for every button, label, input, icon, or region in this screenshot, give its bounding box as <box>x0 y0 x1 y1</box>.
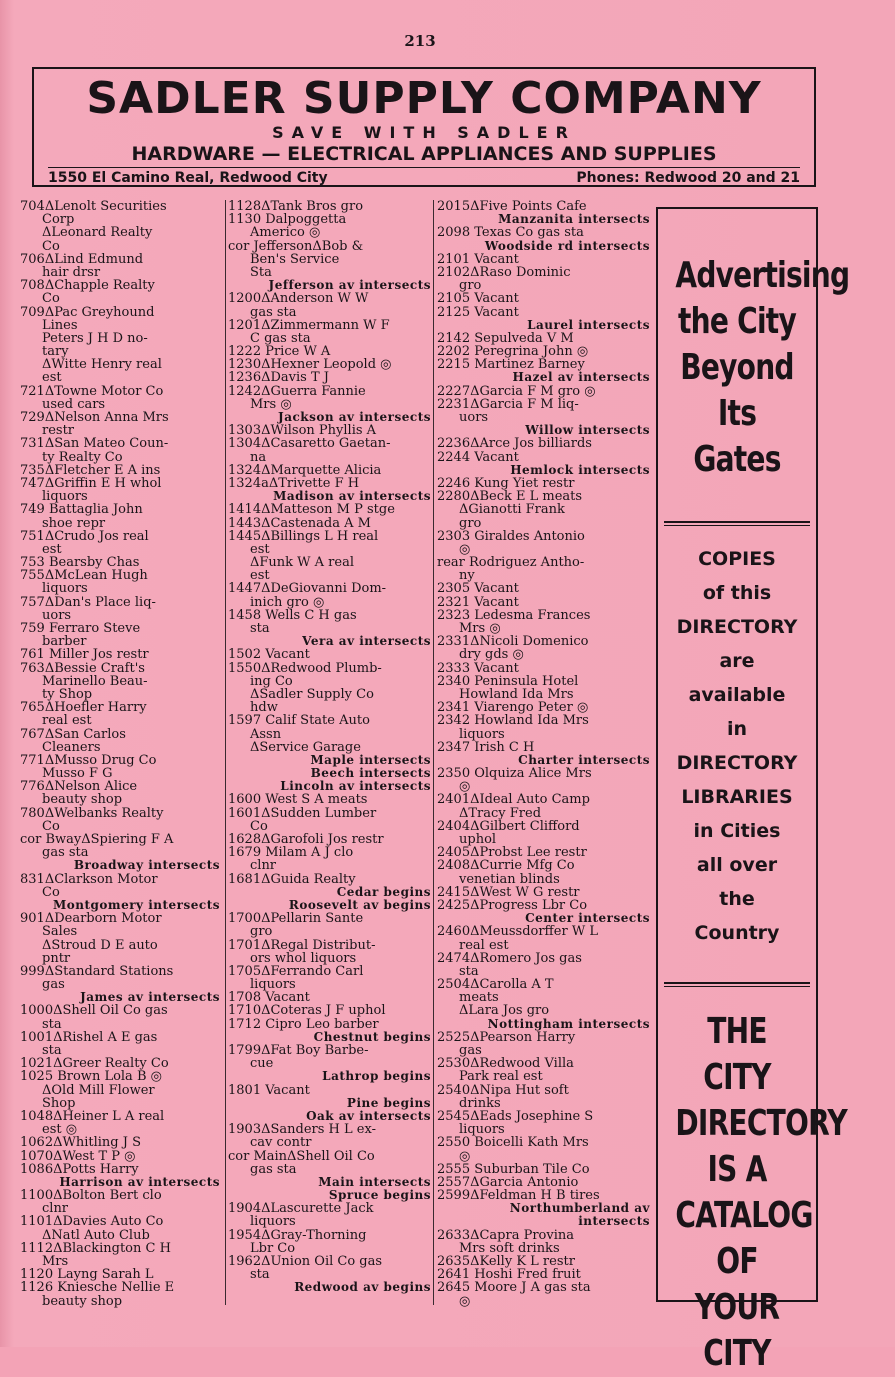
directory-entry: Peters J H D no- <box>42 330 148 346</box>
directory-entry: 1502 Vacant <box>228 647 310 663</box>
directory-entry: beauty shop <box>42 792 123 808</box>
street-header: Hazel av intersects <box>512 370 650 385</box>
column-divider <box>433 200 434 1305</box>
street-header: James av intersects <box>80 990 220 1005</box>
directory-column-2 <box>228 200 431 1295</box>
directory-entry: Co <box>42 291 60 307</box>
directory-entry: ors whol liquors <box>250 950 357 966</box>
directory-entry: 1954ΔGray-Thorning <box>228 1227 367 1243</box>
directory-entry: ΔTracy Fred <box>459 805 542 821</box>
directory-entry: restr <box>42 423 75 439</box>
directory-entry: uors <box>459 410 489 425</box>
directory-entry: 1303ΔWilson Phyllis A <box>228 423 377 439</box>
street-header: Oak av intersects <box>306 1108 431 1123</box>
directory-entry: 2340 Peninsula Hotel <box>437 673 579 689</box>
directory-entry: gas sta <box>42 845 89 861</box>
directory-entry: uphol <box>459 832 497 847</box>
directory-entry: Howland Ida Mrs <box>459 686 574 702</box>
directory-entry: 2142 Sepulveda V M <box>437 330 574 346</box>
directory-entry: ◎ <box>459 541 471 557</box>
sidebar-copies-line: DIRECTORY <box>676 616 798 638</box>
sidebar-catalog-line: THE CITY <box>703 1011 771 1098</box>
directory-entry: drinks <box>459 1095 501 1111</box>
directory-entry: Co <box>42 238 60 254</box>
directory-entry: 1304ΔCasaretto Gaetan- <box>228 436 391 452</box>
directory-entry: 2236ΔArce Jos billiards <box>437 436 592 452</box>
street-header: Vera av intersects <box>302 634 431 649</box>
directory-entry: 2246 Kung Yiet restr <box>437 475 575 491</box>
directory-entry: 709ΔPac Greyhound <box>20 304 155 320</box>
sidebar-catalog-block <box>658 987 847 1377</box>
sidebar-catalog-line: DIRECTORY <box>675 1103 847 1144</box>
directory-entry: ΔWitte Henry real <box>42 357 162 373</box>
directory-entry: 2102ΔRaso Dominic <box>437 264 571 280</box>
directory-entry: 2215 Martinez Barney <box>437 357 585 373</box>
directory-entry: 1679 Milam A J clo <box>228 845 354 861</box>
directory-entry: Sales <box>42 924 78 940</box>
directory-entry: 753 Bearsby Chas <box>20 555 140 571</box>
directory-entry: Corp <box>42 212 75 228</box>
directory-entry: 1126 Kniesche Nellie E <box>20 1280 175 1296</box>
directory-entry: ing Co <box>250 673 293 689</box>
directory-entry: liquors <box>42 489 88 505</box>
sidebar-copies-line: all over <box>696 854 778 876</box>
directory-entry: 1628ΔGarofoli Jos restr <box>228 832 384 847</box>
sidebar-headline-line: Beyond <box>680 347 794 388</box>
sidebar-catalog-line: OF <box>716 1241 758 1282</box>
sidebar-advertising-block <box>658 209 850 521</box>
street-header: Main intersects <box>318 1174 431 1189</box>
directory-entry: 1712 Cipro Leo barber <box>228 1016 379 1032</box>
directory-entry: 2460ΔMeussdorffer W L <box>437 924 598 940</box>
directory-entry: 1710ΔCoteras J F uphol <box>228 1003 386 1019</box>
directory-entry: ΔOld Mill Flower <box>42 1082 155 1098</box>
directory-entry: 1705ΔFerrando Carl <box>228 963 364 979</box>
directory-entry: 2555 Suburban Tile Co <box>437 1161 590 1177</box>
ad-slogan: SAVE WITH SADLER <box>272 123 576 142</box>
directory-entry: 1962ΔUnion Oil Co gas <box>228 1254 383 1269</box>
directory-entry: 1242ΔGuerra Fannie <box>228 383 366 399</box>
directory-entry: 1597 Calif State Auto <box>228 713 370 729</box>
directory-entry: 2125 Vacant <box>437 304 519 320</box>
directory-entry: 2341 Viarengo Peter ◎ <box>437 700 589 716</box>
directory-entry: 2474ΔRomero Jos gas <box>437 950 582 966</box>
directory-entry: est <box>250 541 270 557</box>
directory-entry: 2244 Vacant <box>437 449 519 465</box>
street-header: Laurel intersects <box>527 317 650 332</box>
street-header: Lathrop begins <box>322 1069 431 1084</box>
street-header: Maple intersects <box>310 752 431 767</box>
directory-entry: 901ΔDearborn Motor <box>20 911 162 927</box>
directory-entry: 2231ΔGarcia F M liq- <box>437 396 579 412</box>
directory-entry: liquors <box>42 581 88 597</box>
directory-entry: 776ΔNelson Alice <box>20 779 138 795</box>
directory-entry: Marinello Beau- <box>42 673 148 689</box>
sidebar-copies-line: COPIES <box>698 548 776 570</box>
directory-entry: 755ΔMcLean Hugh <box>20 568 148 584</box>
directory-entry: 757ΔDan's Place liq- <box>20 594 156 610</box>
directory-entry: clnr <box>250 858 277 874</box>
sidebar-headline-line: Its Gates <box>693 393 781 480</box>
street-header: Jefferson av intersects <box>268 278 431 293</box>
directory-entry: 2303 Giraldes Antonio <box>437 528 585 544</box>
street-header: Lincoln av intersects <box>280 779 431 794</box>
directory-entry: 2530ΔRedwood Villa <box>437 1056 574 1072</box>
street-header: Chestnut begins <box>313 1029 431 1044</box>
directory-entry: 2401ΔIdeal Auto Camp <box>437 792 590 808</box>
directory-entry: Lbr Co <box>250 1240 296 1256</box>
directory-entry: est <box>250 568 270 584</box>
directory-entry: 2599ΔFeldman H B tires <box>437 1188 600 1204</box>
directory-entry: 1086ΔPotts Harry <box>20 1161 139 1177</box>
directory-entry: ◎ <box>459 779 471 795</box>
directory-entry: dry gds ◎ <box>459 647 524 663</box>
directory-column-3 <box>437 200 650 1308</box>
directory-entry: 1447ΔDeGiovanni Dom- <box>228 581 387 597</box>
sidebar-copies-line: the <box>719 888 755 910</box>
directory-entry: ny <box>459 568 475 584</box>
directory-entry: 1048ΔHeiner L A real <box>20 1108 165 1124</box>
directory-entry: 1200ΔAnderson W W <box>228 291 369 307</box>
directory-entry: gro <box>459 278 482 294</box>
directory-entry: 1021ΔGreer Realty Co <box>20 1056 169 1072</box>
sadler-advertisement <box>32 67 816 187</box>
ad-contact <box>48 167 800 186</box>
directory-entry: 749 Battaglia John <box>20 502 143 518</box>
directory-entry: 2098 Texas Co gas sta <box>437 225 584 241</box>
directory-entry: ◎ <box>459 1293 471 1308</box>
directory-entry: Co <box>42 818 60 834</box>
directory-entry: 747ΔGriffin E H whol <box>20 475 162 491</box>
directory-entry: 999ΔStandard Stations <box>20 963 174 979</box>
directory-entry: Lines <box>42 317 78 333</box>
ad-phones: Phones: Redwood 20 and 21 <box>576 170 800 186</box>
sidebar-copies-line: in <box>726 718 748 740</box>
sidebar-catalog-line: CATALOG <box>675 1195 813 1236</box>
directory-entry: 2305 Vacant <box>437 581 519 597</box>
directory-entry: 1025 Brown Lola B ◎ <box>20 1069 162 1085</box>
sidebar-catalog-line: YOUR CITY <box>694 1287 780 1374</box>
directory-entry: real est <box>42 713 92 729</box>
directory-entry: Shop <box>42 1095 76 1111</box>
directory-entry: 1000ΔShell Oil Co gas <box>20 1003 168 1019</box>
directory-entry: 1120 Layng Sarah L <box>20 1267 154 1283</box>
directory-entry: Mrs soft drinks <box>459 1240 560 1256</box>
street-header: Northumberland av <box>509 1201 650 1216</box>
directory-entry: 1230ΔHexner Leopold ◎ <box>228 357 392 373</box>
directory-entry: real est <box>459 937 509 953</box>
directory-entry: 1445ΔBillings L H real <box>228 528 379 544</box>
directory-entry: 1101ΔDavies Auto Co <box>20 1214 164 1230</box>
directory-entry: 1128ΔTank Bros gro <box>228 200 364 214</box>
directory-entry: 1708 Vacant <box>228 990 310 1006</box>
directory-entry: ΔFunk W A real <box>250 555 354 571</box>
directory-entry: 1070ΔWest T P ◎ <box>20 1148 136 1164</box>
directory-entry: sta <box>250 1267 270 1283</box>
directory-entry: 1904ΔLascurette Jack <box>228 1201 374 1217</box>
directory-entry: 2404ΔGilbert Clifford <box>437 818 580 834</box>
directory-entry: sta <box>42 1016 62 1032</box>
directory-entry: shoe repr <box>42 515 106 531</box>
directory-entry: tary <box>42 344 69 360</box>
directory-entry: na <box>250 449 267 465</box>
directory-entry: 2333 Vacant <box>437 660 519 676</box>
directory-entry: Cleaners <box>42 739 101 755</box>
sidebar-copies-line: available <box>688 684 786 706</box>
directory-entry: 721ΔTowne Motor Co <box>20 383 164 399</box>
directory-entry: gas sta <box>250 1161 297 1177</box>
directory-entry: ty Shop <box>42 686 93 702</box>
directory-entry: ΔGianotti Frank <box>459 502 565 518</box>
directory-entry: 1130 Dalpoggetta <box>228 212 347 228</box>
directory-entry: 2635ΔKelly K L restr <box>437 1254 575 1269</box>
directory-entry: 771ΔMusso Drug Co <box>20 752 157 768</box>
column-divider <box>225 200 226 1305</box>
street-header: Harrison av intersects <box>59 1174 220 1189</box>
directory-entry: liquors <box>459 1122 505 1138</box>
street-header: Manzanita intersects <box>498 212 650 227</box>
directory-entry: used cars <box>42 396 106 412</box>
directory-entry: ΔLeonard Realty <box>42 225 153 241</box>
directory-entry: 1700ΔPellarin Sante <box>228 911 364 927</box>
directory-entry: 2557ΔGarcia Antonio <box>437 1174 579 1190</box>
street-header: Cedar begins <box>336 884 431 899</box>
sidebar-headline-line: the City <box>678 301 796 342</box>
directory-entry: 2105 Vacant <box>437 291 519 307</box>
directory-entry: beauty shop <box>42 1293 123 1308</box>
directory-entry: 2101 Vacant <box>437 251 519 267</box>
directory-entry: uors <box>42 607 72 623</box>
directory-entry: 2550 Boicelli Kath Mrs <box>437 1135 589 1151</box>
directory-entry: 1112ΔBlackington C H <box>20 1240 171 1256</box>
sidebar-copies-line: in Cities <box>693 820 781 842</box>
directory-entry: Musso F G <box>42 766 113 782</box>
directory-entry: 2641 Hoshi Fred fruit <box>437 1267 581 1283</box>
directory-entry: 2525ΔPearson Harry <box>437 1029 576 1045</box>
directory-entry: 2545ΔEads Josephine S <box>437 1108 594 1124</box>
street-header: Pine begins <box>346 1095 431 1110</box>
directory-entry: 2405ΔProbst Lee restr <box>437 845 587 861</box>
directory-entry: 2347 Irish C H <box>437 739 535 755</box>
directory-entry: cor BwayΔSpiering F A <box>20 832 174 847</box>
directory-entry: 2645 Moore J A gas sta <box>437 1280 591 1296</box>
directory-entry: 751ΔCrudo Jos real <box>20 528 149 544</box>
directory-entry: pntr <box>42 950 71 966</box>
street-header: Willow intersects <box>525 423 650 438</box>
directory-entry: 2202 Peregrina John ◎ <box>437 344 589 360</box>
street-header: Broadway intersects <box>73 858 220 873</box>
directory-entry: 1001ΔRishel A E gas <box>20 1029 158 1045</box>
directory-entry: Sta <box>250 264 272 280</box>
directory-entry: 1903ΔSanders H L ex- <box>228 1122 376 1138</box>
directory-entry: barber <box>42 634 87 650</box>
street-header: Charter intersects <box>518 752 650 767</box>
directory-entry: 1100ΔBolton Bert clo <box>20 1188 162 1204</box>
directory-entry: est <box>42 541 62 557</box>
directory-entry: 2633ΔCapra Provina <box>437 1227 575 1243</box>
directory-entry: 2540ΔNipa Hut soft <box>437 1082 569 1098</box>
directory-entry: Co <box>42 884 60 900</box>
directory-entry: 759 Ferraro Steve <box>20 621 141 636</box>
directory-entry: 1458 Wells C H gas <box>228 607 357 623</box>
directory-entry: 1236ΔDavis T J <box>228 370 329 386</box>
directory-entry: clnr <box>42 1201 69 1217</box>
directory-entry: est <box>42 370 62 386</box>
directory-entry: 2415ΔWest W G restr <box>437 884 580 900</box>
directory-entry: 1324ΔMarquette Alicia <box>228 462 382 478</box>
directory-entry: Ben's Service <box>250 251 340 267</box>
directory-entry: 1201ΔZimmermann W F <box>228 317 390 333</box>
street-header: Madison av intersects <box>273 489 431 504</box>
directory-entry: 1324aΔTrivette F H <box>228 475 360 491</box>
directory-entry: 704ΔLenolt Securities <box>20 200 167 214</box>
directory-entry: 1062ΔWhitling J S <box>20 1135 141 1151</box>
page-number: 213 <box>404 32 436 50</box>
directory-entry: venetian blinds <box>459 871 560 887</box>
directory-entry: 831ΔClarkson Motor <box>20 871 158 887</box>
directory-entry: 2280ΔBeck E L meats <box>437 489 583 505</box>
directory-entry: gas <box>459 1043 482 1058</box>
directory-entry: ΔNatl Auto Club <box>42 1227 150 1243</box>
directory-entry: hair drsr <box>42 264 101 280</box>
directory-entry: ΔStroud D E auto <box>42 937 158 953</box>
directory-entry: Mrs ◎ <box>250 396 292 412</box>
directory-entry: gro <box>250 924 273 940</box>
directory-entry: 2321 Vacant <box>437 594 519 610</box>
directory-entry: 2350 Olquiza Alice Mrs <box>437 766 592 782</box>
directory-entry: 1701ΔRegal Distribut- <box>228 937 376 953</box>
directory-entry: gas sta <box>250 304 297 320</box>
directory-entry: 2015ΔFive Points Cafe <box>437 200 587 214</box>
directory-entry: 1443ΔCastenada A M <box>228 515 371 531</box>
sidebar-headline-line: Advertising <box>675 255 850 296</box>
directory-entry: liquors <box>250 977 296 993</box>
street-header: intersects <box>578 1214 650 1229</box>
directory-entry: 1222 Price W A <box>228 344 331 360</box>
directory-entry: 708ΔChapple Realty <box>20 278 155 294</box>
directory-entry: 1550ΔRedwood Plumb- <box>228 660 382 676</box>
directory-entry: cor JeffersonΔBob & <box>228 238 364 254</box>
directory-entry: gro <box>459 515 482 531</box>
directory-entry: Mrs ◎ <box>459 621 501 636</box>
ad-product-line: HARDWARE — ELECTRICAL APPLIANCES AND SUPPLIES <box>131 143 717 165</box>
directory-entry: 731ΔSan Mateo Coun- <box>20 436 169 452</box>
directory-entry: sta <box>42 1043 62 1058</box>
directory-entry: ΔSadler Supply Co <box>250 686 374 702</box>
directory-entry: Americo ◎ <box>250 225 321 241</box>
sidebar-copies-line: of this <box>702 582 772 604</box>
directory-entry: 706ΔLind Edmund <box>20 251 144 267</box>
directory-entry: 2425ΔProgress Lbr Co <box>437 897 588 913</box>
directory-entry: sta <box>459 963 479 979</box>
directory-entry: 1681ΔGuida Realty <box>228 871 356 887</box>
directory-entry: 2331ΔNicoli Domenico <box>437 634 589 650</box>
directory-entry: 2227ΔGarcia F M gro ◎ <box>437 383 596 399</box>
directory-entry: 1801 Vacant <box>228 1082 310 1098</box>
directory-entry: rear Rodriguez Antho- <box>437 555 585 571</box>
directory-entry: 729ΔNelson Anna Mrs <box>20 410 169 425</box>
directory-entry: 1799ΔFat Boy Barbe- <box>228 1043 369 1058</box>
directory-entry: 780ΔWelbanks Realty <box>20 805 164 821</box>
directory-entry: 767ΔSan Carlos <box>20 726 126 742</box>
directory-entry: Mrs <box>42 1254 69 1269</box>
directory-entry: cav contr <box>250 1135 312 1151</box>
directory-entry: est ◎ <box>42 1122 78 1138</box>
sidebar-copies-line: DIRECTORY <box>676 752 798 774</box>
directory-entry: 2323 Ledesma Frances <box>437 607 591 623</box>
directory-entry: Assn <box>250 726 282 742</box>
ad-company-name: SADLER SUPPLY COMPANY <box>86 73 762 124</box>
sidebar-catalog-line: IS A <box>707 1149 767 1190</box>
directory-entry: ty Realty Co <box>42 449 123 465</box>
directory-entry: liquors <box>459 726 505 742</box>
street-header: Beech intersects <box>310 766 431 781</box>
ad-address: 1550 El Camino Real, Redwood City <box>48 170 328 186</box>
directory-entry: Co <box>250 818 268 834</box>
directory-entry: 2408ΔCurrie Mfg Co <box>437 858 575 874</box>
directory-entry: 1414ΔMatteson M P stge <box>228 502 395 518</box>
directory-entry: C gas sta <box>250 330 311 346</box>
directory-entry: Park real est <box>459 1069 543 1085</box>
directory-entry: gas <box>42 977 65 993</box>
directory-entry: 765ΔHoefler Harry <box>20 700 147 716</box>
directory-entry: ΔLara Jos gro <box>459 1003 550 1019</box>
sidebar-copies-line: Country <box>694 922 780 944</box>
street-header: Redwood av begins <box>294 1280 431 1295</box>
street-header: Roosevelt av begins <box>288 897 431 912</box>
directory-entry: cue <box>250 1056 274 1072</box>
street-header: Woodside rd intersects <box>484 238 650 253</box>
directory-entry: 2504ΔCarolla A T <box>437 977 554 993</box>
street-header: Jackson av intersects <box>278 410 431 424</box>
directory-entry: ◎ <box>459 1148 471 1164</box>
directory-entry: sta <box>250 621 270 636</box>
directory-entry: 735ΔFletcher E A ins <box>20 462 161 478</box>
street-header: Nottingham intersects <box>487 1016 650 1031</box>
directory-entry: 2342 Howland Ida Mrs <box>437 713 589 729</box>
directory-entry: cor MainΔShell Oil Co <box>228 1148 375 1164</box>
street-header: Spruce begins <box>328 1188 431 1203</box>
directory-entry: 1601ΔSudden Lumber <box>228 805 377 821</box>
directory-entry: ΔService Garage <box>250 739 361 755</box>
directory-column-1 <box>20 200 220 1308</box>
directory-entry: 763ΔBessie Craft's <box>20 660 145 676</box>
sidebar-copies-block <box>658 526 816 982</box>
street-header: Montgomery intersects <box>52 897 220 912</box>
directory-entry: 761 Miller Jos restr <box>20 647 149 663</box>
sidebar-copies-line: are <box>719 650 755 672</box>
directory-entry: liquors <box>250 1214 296 1230</box>
street-header: Hemlock intersects <box>510 462 650 477</box>
directory-entry: hdw <box>250 700 278 716</box>
sidebar-copies-line: LIBRARIES <box>681 786 793 808</box>
directory-entry: 1600 West S A meats <box>228 792 368 808</box>
directory-entry: inich gro ◎ <box>250 594 325 610</box>
street-header: Center intersects <box>525 911 650 926</box>
directory-entry: meats <box>459 990 499 1006</box>
directory-sidebar-ad <box>656 207 850 1374</box>
